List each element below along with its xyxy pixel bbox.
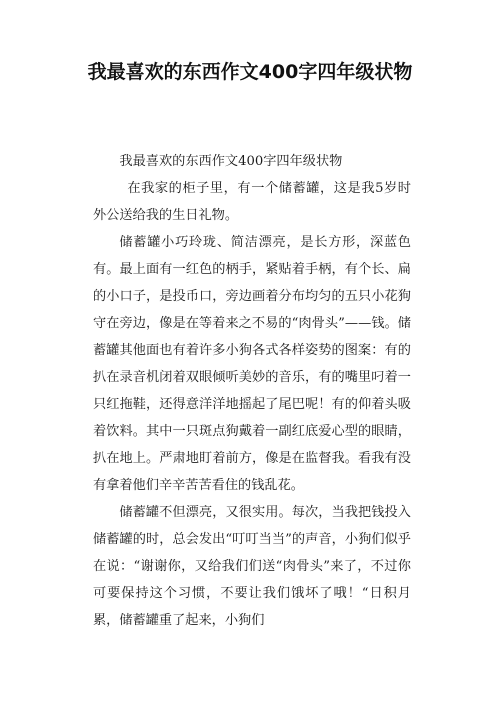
document-body — [93, 148, 411, 634]
paragraph-subtitle: 我最喜欢的东西作文400字四年级状物 — [119, 154, 343, 169]
paragraph-3: 储蓄罐不但漂亮，又很实用。每次，当我把钱投入储蓄罐的时，总会发出“叮叮当当”的声音，小狗们似乎在说：“谢谢你，又给我们们送“肉骨头”来了，不过你可要保持这个习惯，不要让我们饿坏了哦！“日积月累，储蓄罐重了起来，小狗们 — [93, 505, 411, 628]
paragraph-1: 在我家的柜子里，有一个储蓄罐，这是我5岁时外公送给我的生日礼物。 — [93, 181, 411, 223]
paragraph-2: 储蓄罐小巧玲珑、简洁漂亮，是长方形，深蓝色有。最上面有一红色的柄手，紧贴着手柄，有个长、扁的小口子，是投币口，旁边画着分布均匀的五只小花狗守在旁边，像是在等着来之不易的“肉骨头”——钱。储蓄罐其他面也有着许多小狗各式各样姿势的图案：有的扒在录音机闭着双眼倾听美妙的音乐，有的嘴里叼着一只红拖鞋，还得意洋洋地摇起了尾巴呢！有的仰着头吸着饮料。其中一只斑点狗戴着一副红底爱心型的眼睛，扒在地上。严肃地盯着前方，像是在监督我。看我有没有拿着他们辛辛苦苦看住的钱乱花。 — [93, 235, 411, 493]
document-title: 我最喜欢的东西作文400字四年级状物 — [87, 61, 413, 83]
